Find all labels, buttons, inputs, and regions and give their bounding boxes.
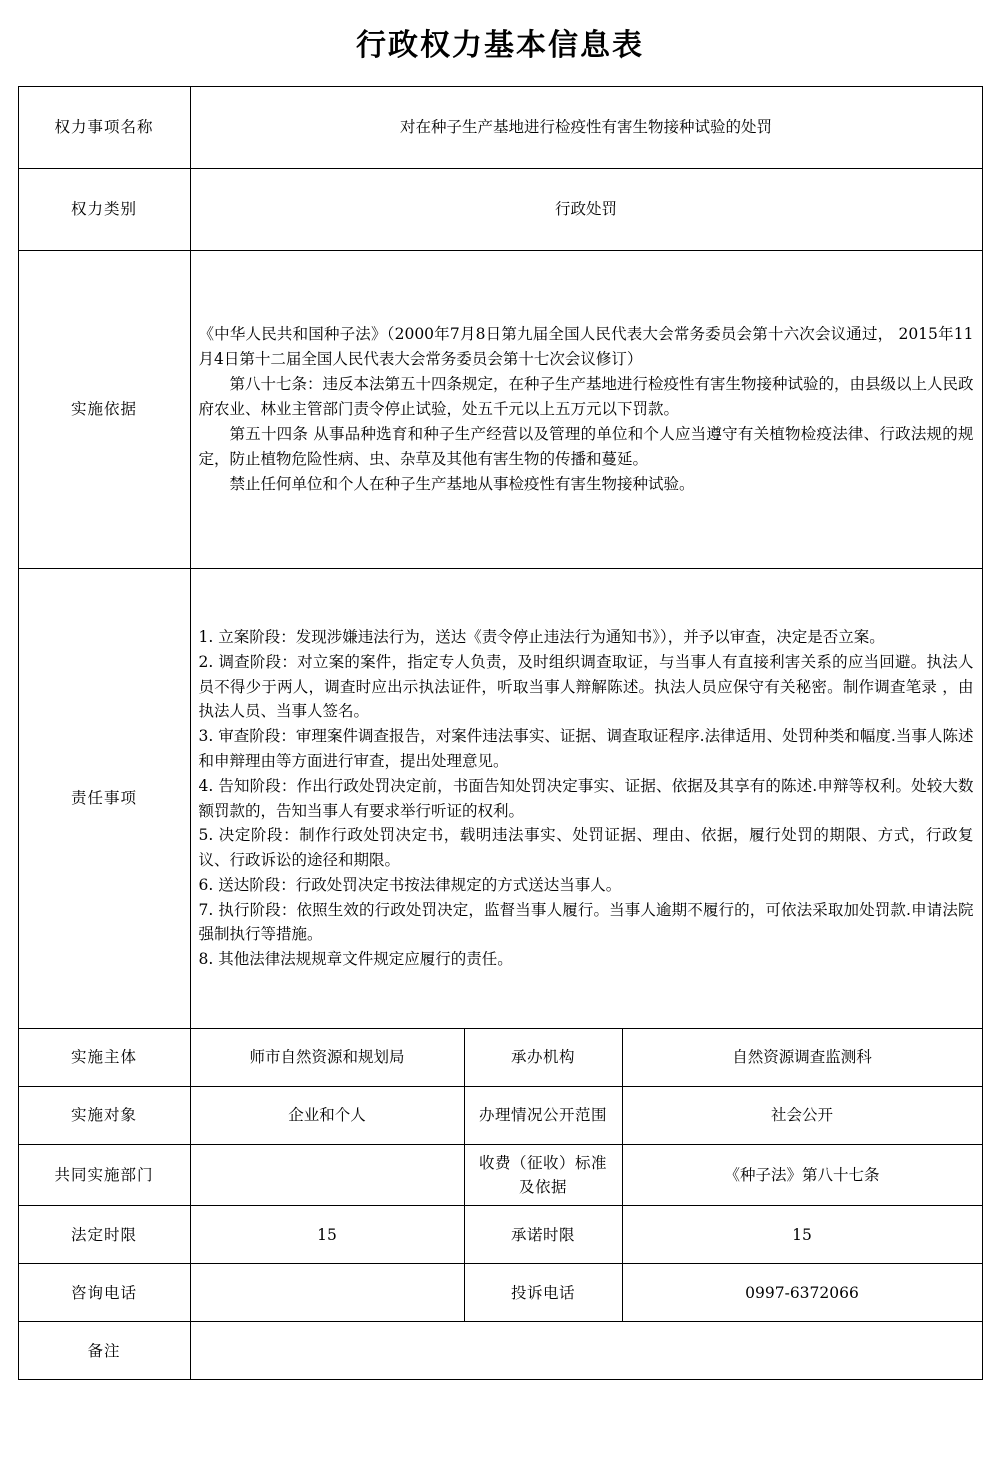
row-value-handler: 自然资源调查监测科: [622, 1029, 982, 1087]
row-label-consult-phone: 咨询电话: [18, 1264, 190, 1322]
row-label-name: 权力事项名称: [18, 87, 190, 169]
duty-item-2: 2. 调查阶段：对立案的案件，指定专人负责，及时组织调查取证，与当事人有直接利害关系的应当回避。执法人员不得少于两人，调查时应出示执法证件，听取当事人辩解陈述。执法人员应保守有关秘密。制作调查笔录 ，由执法人员、当事人签名。: [198, 652, 974, 721]
row-label-complaint-phone: 投诉电话: [464, 1264, 622, 1322]
duty-item-7: 7. 执行阶段：依照生效的行政处罚决定，监督当事人履行。当事人逾期不履行的，可依法采取加处罚款.申请法院强制执行等措施。: [198, 900, 974, 944]
row-value-complaint-phone: 0997-6372066: [622, 1264, 982, 1322]
table-row: [18, 251, 982, 569]
row-value-name: 对在种子生产基地进行检疫性有害生物接种试验的处罚: [190, 87, 982, 169]
page-title: 行政权力基本信息表: [356, 28, 644, 63]
row-label-object: 实施对象: [18, 1087, 190, 1145]
row-label-fee: 收费（征收）标准及依据: [464, 1145, 622, 1206]
row-value-subject: 师市自然资源和规划局: [190, 1029, 464, 1087]
row-label-remark: 备注: [18, 1322, 190, 1380]
row-value-duty: [190, 569, 982, 1029]
row-value-category: 行政处罚: [190, 169, 982, 251]
table-row: [18, 1322, 982, 1380]
row-label-disclosure: 办理情况公开范围: [464, 1087, 622, 1145]
duty-item-4: 4. 告知阶段：作出行政处罚决定前，书面告知处罚决定事实、证据、依据及其享有的陈述.申辩等权利。处较大数额罚款的，告知当事人有要求举行听证的权利。: [198, 776, 974, 820]
table-row: [18, 1087, 982, 1145]
row-value-fee: 《种子法》第八十七条: [622, 1145, 982, 1206]
duty-item-8: 8. 其他法律法规规章文件规定应履行的责任。: [198, 950, 513, 969]
row-label-legal-limit: 法定时限: [18, 1206, 190, 1264]
duty-item-6: 6. 送达阶段：行政处罚决定书按法律规定的方式送达当事人。: [198, 875, 622, 894]
row-label-joint: 共同实施部门: [18, 1145, 190, 1206]
row-value-disclosure: 社会公开: [622, 1087, 982, 1145]
table-row: [18, 569, 982, 1029]
row-label-duty: 责任事项: [18, 569, 190, 1029]
row-value-remark: [190, 1322, 982, 1380]
row-value-joint: [190, 1145, 464, 1206]
basis-paragraph-4: 禁止任何单位和个人在种子生产基地从事检疫性有害生物接种试验。: [229, 475, 695, 494]
row-label-basis: 实施依据: [18, 251, 190, 569]
basis-paragraph-2: 第八十七条：违反本法第五十四条规定，在种子生产基地进行检疫性有害生物接种试验的，由县级以上人民政府农业、林业主管部门责令停止试验，处五千元以上五万元以下罚款。: [198, 374, 974, 418]
row-value-consult-phone: [190, 1264, 464, 1322]
row-label-subject: 实施主体: [18, 1029, 190, 1087]
row-label-category: 权力类别: [18, 169, 190, 251]
table-row: [18, 87, 982, 169]
duty-item-5: 5. 决定阶段：制作行政处罚决定书，载明违法事实、处罚证据、理由、依据，履行处罚的期限、方式，行政复议、行政诉讼的途径和期限。: [198, 826, 974, 870]
row-label-promise-limit: 承诺时限: [464, 1206, 622, 1264]
table-row: [18, 1264, 982, 1322]
table-row: [18, 1145, 982, 1206]
row-value-legal-limit: 15: [190, 1206, 464, 1264]
row-value-object: 企业和个人: [190, 1087, 464, 1145]
duty-item-1: 1. 立案阶段：发现涉嫌违法行为，送达《责令停止违法行为通知书》），并予以审查，决定是否立案。: [198, 627, 885, 646]
table-row: [18, 169, 982, 251]
basis-paragraph-3: 第五十四条 从事品种选育和种子生产经营以及管理的单位和个人应当遵守有关植物检疫法律、行政法规的规定，防止植物危险性病、虫、杂草及其他有害生物的传播和蔓延。: [198, 425, 974, 469]
row-label-handler: 承办机构: [464, 1029, 622, 1087]
duty-item-3: 3. 审查阶段：审理案件调查报告，对案件违法事实、证据、调查取证程序.法律适用、处罚种类和幅度.当事人陈述和申辩理由等方面进行审查，提出处理意见。: [198, 727, 974, 770]
table-row: [18, 1029, 982, 1087]
power-info-table: [18, 86, 983, 1380]
row-value-basis: [190, 251, 982, 569]
row-value-promise-limit: 15: [622, 1206, 982, 1264]
basis-paragraph-1: 《中华人民共和国种子法》（2000年7月8日第九届全国人民代表大会常务委员会第十六次会议通过， 2015年11月4日第十二届全国人民代表大会常务委员会第十七次会议修订）: [198, 324, 974, 368]
table-row: [18, 1206, 982, 1264]
